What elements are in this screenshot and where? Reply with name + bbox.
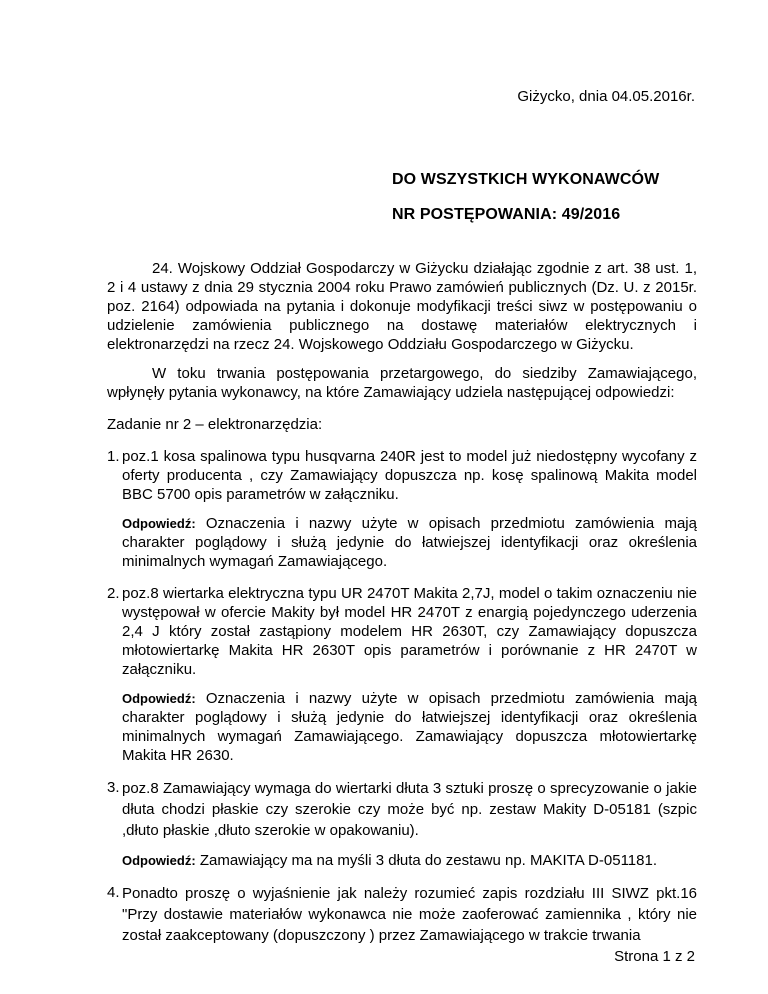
task-title: Zadanie nr 2 – elektronarzędzia: [107, 416, 323, 433]
answer-block [122, 514, 697, 571]
list-item [107, 584, 697, 765]
answer-text: Zamawiający ma na myśli 3 dłuta do zestawu np. MAKITA D-051181. [199, 852, 657, 869]
document-body [107, 259, 697, 959]
list-item [107, 883, 697, 946]
intro-paragraph: 24. Wojskowy Oddział Gospodarczy w Giżycku działając zgodnie z art. 38 ust. 1, 2 i 4 ustawy z dnia 29 stycznia 2004 roku Prawo zamówień publicznych (Dz. U. z 2015r. poz. 2164) odpowiada na pytania i dokonuje modyfikacji treści siwz w postępowaniu o udzielenie zamówienia publicznego na dostawę materiałów elektrycznych i elektronarzędzi na rzecz 24. Wojskowego Oddziału Gospodarczego w Giżycku. [107, 260, 697, 353]
answer-label: Odpowiedź: [122, 691, 196, 706]
list-item [107, 447, 697, 571]
question-text: Ponadto proszę o wyjaśnienie jak należy rozumieć zapis rozdziału III SIWZ pkt.16 "Przy dostawie materiałów wykonawca nie może zaoferować zamiennika , który nie został zaakceptowany (dopuszczony ) przez Zamawiającego w trakcie trwania [122, 885, 697, 944]
case-number-heading: NR POSTĘPOWANIA: 49/2016 [392, 206, 621, 223]
item-number: 1. [107, 448, 120, 465]
document-date: Giżycko, dnia 04.05.2016r. [517, 88, 695, 105]
item-number: 3. [107, 779, 120, 796]
answer-text: Oznaczenia i nazwy użyte w opisach przedmiotu zamówienia mają charakter poglądowy i służą jedynie do łatwiejszej identyfikacji oraz określenia minimalnych wymagań Zamawiającego. [122, 515, 697, 570]
item-number: 2. [107, 585, 120, 602]
question-text: poz.8 Zamawiający wymaga do wiertarki dłuta 3 sztuki proszę o sprecyzowanie o jakie dłuta chodzi płaskie czy szerokie czy może być np. zestaw Makity D-05181 (szpic ,dłuto płaskie ,dłuto szerokie w opakowaniu). [122, 780, 697, 839]
answer-block [122, 851, 697, 870]
answer-text: Oznaczenia i nazwy użyte w opisach przedmiotu zamówienia mają charakter poglądowy i służą jedynie do łatwiejszej identyfikacji oraz określenia minimalnych wymagań Zamawiającego. Zamawiający dopuszcza młotowiertarkę Makita HR 2630. [122, 690, 697, 764]
list-item [107, 778, 697, 870]
context-paragraph: W toku trwania postępowania przetargowego, do siedziby Zamawiającego, wpłynęły pytania wykonawcy, na które Zamawiający udziela następującej odpowiedzi: [107, 365, 697, 401]
answer-label: Odpowiedź: [122, 853, 196, 868]
question-text: poz.8 wiertarka elektryczna typu UR 2470T Makita 2,7J, model o takim oznaczeniu nie występował w ofercie Makity był model HR 2470T z enargią pojedynczego uderzenia 2,4 J który został zastąpiony modelem HR 2630T, czy Zamawiający dopuszcza młotowiertarkę Makita HR 2630T opis parametrów i porównanie z HR 2470T w załączniku. [122, 585, 697, 678]
recipient-heading: DO WSZYSTKICH WYKONAWCÓW [392, 171, 660, 188]
question-text: poz.1 kosa spalinowa typu husqvarna 240R jest to model już niedostępny wycofany z oferty producenta , czy Zamawiający dopuszcza np. kosę spalinową Makita model BBC 5700 opis parametrów w załączniku. [122, 448, 697, 503]
page-number: Strona 1 z 2 [614, 948, 695, 965]
answer-block [122, 689, 697, 765]
question-list [107, 447, 697, 946]
answer-label: Odpowiedź: [122, 516, 196, 531]
item-number: 4. [107, 884, 120, 901]
